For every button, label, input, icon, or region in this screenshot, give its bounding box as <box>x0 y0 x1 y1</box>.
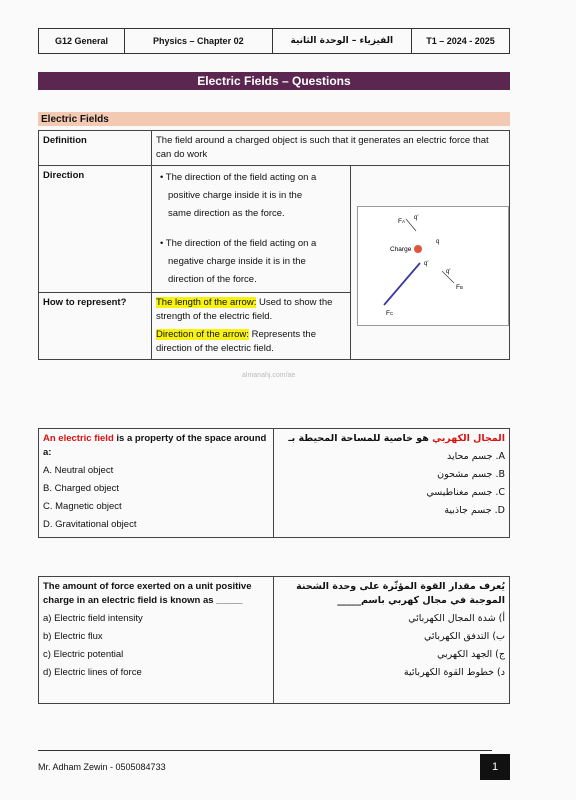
direction-bullet-1-line-2: positive charge inside it is in the <box>168 190 303 201</box>
footer-divider <box>38 750 492 751</box>
direction-text <box>152 166 351 293</box>
force-c-arrow <box>384 263 420 305</box>
q1-option-d[interactable]: D. Gravitational object <box>43 519 137 530</box>
q2-option-a[interactable]: a) Electric field intensity <box>43 613 143 624</box>
direction-bullet-1-line-1: • The direction of the field acting on a <box>160 172 317 183</box>
question-2-english <box>39 577 274 703</box>
watermark: almanahj.com/ae <box>242 372 296 379</box>
definition-text: The field around a charged object is such that it generates an electric force that can do work <box>152 131 510 166</box>
question-2-box <box>38 576 510 704</box>
q2-option-d[interactable]: d) Electric lines of force <box>43 667 142 678</box>
arrow-length-text: Used to show the strength of the electric field. <box>156 297 333 322</box>
header-grade: G12 General <box>39 29 125 53</box>
charge-label: Charge <box>390 245 412 253</box>
q1-ar-option-c[interactable]: C. جسم مغناطيسي <box>426 487 505 498</box>
q1-en-keyword: An electric field <box>43 433 114 444</box>
q1-ar-option-d[interactable]: D. جسم جاذبية <box>444 505 505 516</box>
header-chapter: Physics – Chapter 02 <box>125 29 272 53</box>
q2-ar-option-d[interactable]: د) خطوط القوة الكهربائية <box>403 667 505 678</box>
represent-text <box>152 293 351 360</box>
definition-label: Definition <box>39 131 152 166</box>
force-diagram <box>357 206 509 326</box>
section-heading: Electric Fields <box>38 112 510 126</box>
direction-bullet-2-line-1: • The direction of the field acting on a <box>160 238 317 249</box>
direction-bullet-2-line-2: negative charge inside it is in the <box>168 256 306 267</box>
q1-option-c[interactable]: C. Magnetic object <box>43 501 122 512</box>
direction-bullet-1-line-3: same direction as the force. <box>168 208 285 219</box>
electric-fields-table <box>38 130 510 360</box>
q2-option-c[interactable]: c) Electric potential <box>43 649 124 660</box>
fc-label: FC <box>386 309 394 317</box>
q1-ar-text: هو خاصية للمساحة المحيطة بـ <box>288 433 433 444</box>
diagram-cell <box>351 166 510 360</box>
q2-en-text: The amount of force exerted on a unit positive charge in an electric field is known as _____ <box>43 581 252 606</box>
q2-ar-option-a[interactable]: أ) شدة المجال الكهربائي <box>408 613 505 624</box>
qprime-right: q′ <box>446 268 451 275</box>
q1-en-text: is a property of the space around a: <box>43 433 267 458</box>
q1-option-a[interactable]: A. Neutral object <box>43 465 114 476</box>
q1-ar-keyword: المجال الكهربي <box>432 433 505 444</box>
question-2-arabic <box>274 577 509 703</box>
direction-bullet-2-line-3: direction of the force. <box>168 274 257 285</box>
q2-ar-option-c[interactable]: ج) الجهد الكهربي <box>437 649 505 660</box>
q2-ar-text: يُعرف مقدار القوة المؤثّرة على وحدة الشحنة الموجبة في مجال كهربي باسم_____ <box>296 581 505 606</box>
force-diagram-svg <box>358 207 508 325</box>
question-1-box <box>38 428 510 538</box>
question-1-english <box>39 429 274 537</box>
q2-ar-option-b[interactable]: ب) التدفق الكهربائي <box>423 631 505 642</box>
footer-author: Mr. Adham Zewin - 0505084733 <box>38 762 166 772</box>
page-number: 1 <box>480 754 510 780</box>
qprime-mid: q′ <box>424 260 429 267</box>
q1-ar-option-b[interactable]: B. جسم مشحون <box>437 469 505 480</box>
fb-label: FB <box>456 283 463 291</box>
page-title: Electric Fields – Questions <box>38 72 510 90</box>
fa-label: FA <box>398 217 405 225</box>
arrow-length-highlight: The length of the arrow: <box>156 297 257 308</box>
direction-label: Direction <box>39 166 152 293</box>
header-arabic-chapter: الفيزياء – الوحدة الثانية <box>273 29 413 53</box>
qprime-top: q′ <box>414 214 419 221</box>
arrow-direction-text: Represents the direction of the electric field. <box>156 329 317 354</box>
header-strip <box>38 28 510 54</box>
q2-option-b[interactable]: b) Electric flux <box>43 631 103 642</box>
q-label: q <box>436 238 440 245</box>
header-term: T1 – 2024 - 2025 <box>426 36 495 46</box>
arrow-direction-highlight: Direction of the arrow: <box>156 329 249 340</box>
q1-ar-option-a[interactable]: A. جسم محايد <box>447 451 505 462</box>
q1-option-b[interactable]: B. Charged object <box>43 483 120 494</box>
charge-icon <box>414 245 422 253</box>
question-1-arabic <box>274 429 509 537</box>
represent-label: How to represent? <box>39 293 152 360</box>
